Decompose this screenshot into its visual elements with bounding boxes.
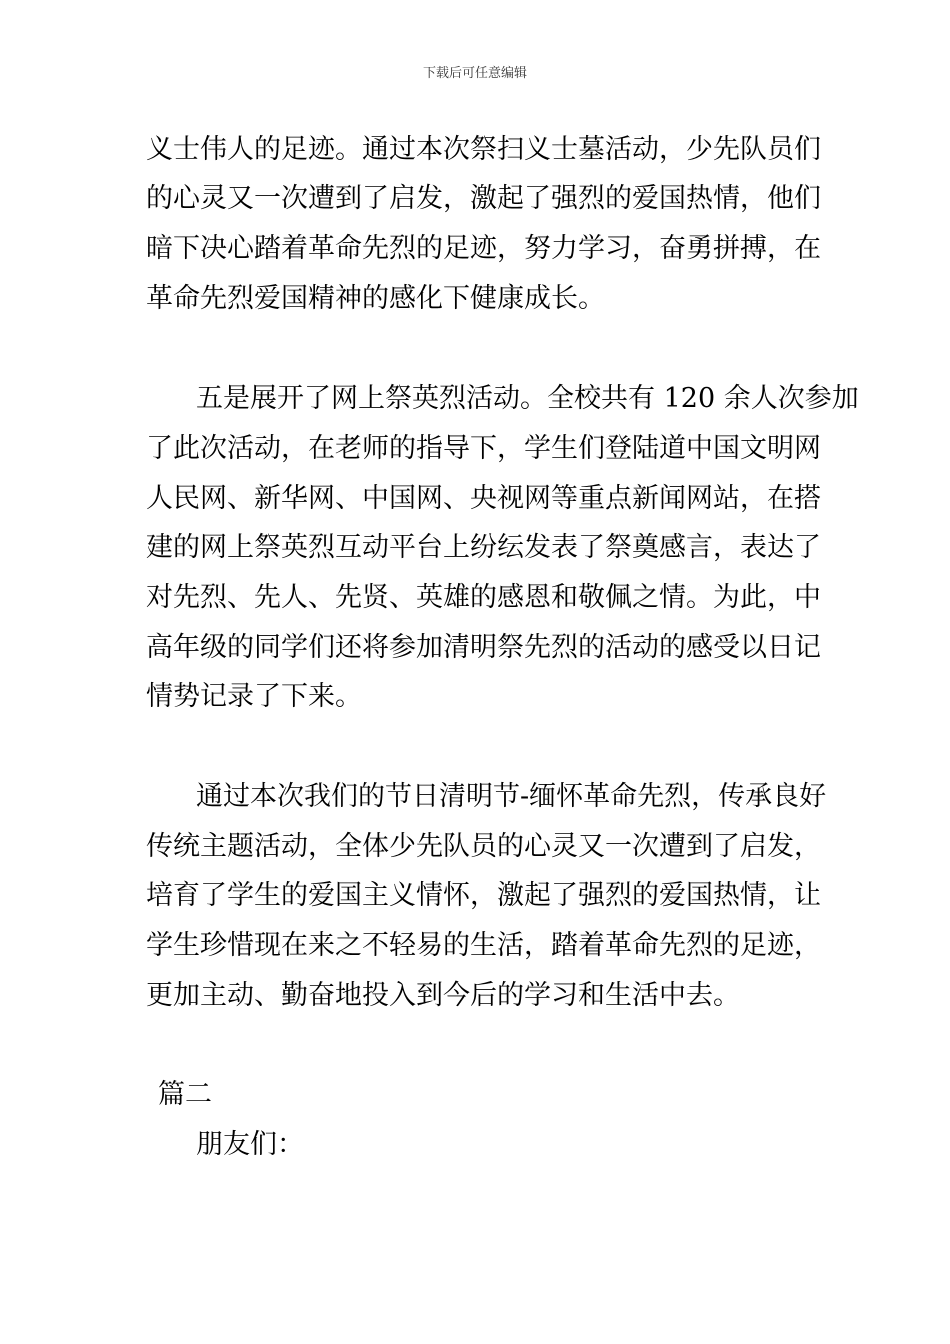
section-heading: 篇二 bbox=[158, 1079, 212, 1110]
page-header: 下载后可任意编辑 bbox=[422, 66, 527, 81]
paragraph-3-line-2: 传统主题活动，全体少先队员的心灵又一次遭到了启发， bbox=[146, 831, 821, 862]
paragraph-3-line-3: 培育了学生的爱国主义情怀，激起了强烈的爱国热情，让 bbox=[146, 880, 821, 911]
paragraph-1-line-3: 暗下决心踏着革命先烈的足迹，努力学习，奋勇拼搏，在 bbox=[146, 233, 821, 264]
paragraph-2-line-6: 高年级的同学们还将参加清明祭先烈的活动的感受以日记 bbox=[146, 632, 821, 663]
paragraph-1-line-2: 的心灵又一次遭到了启发，激起了强烈的爱国热情，他们 bbox=[146, 183, 821, 214]
paragraph-3-line-1: 通过本次我们的节日清明节-缅怀革命先烈，传承良好 bbox=[196, 781, 827, 812]
paragraph-3-line-5: 更加主动、勤奋地投入到今后的学习和生活中去。 bbox=[146, 980, 740, 1011]
paragraph-2-line-2: 了此次活动，在老师的指导下，学生们登陆道中国文明网 bbox=[146, 433, 821, 464]
paragraph-1-line-1: 义士伟人的足迹。通过本次祭扫义士墓活动，少先队员们 bbox=[146, 134, 821, 165]
paragraph-3-line-4: 学生珍惜现在来之不轻易的生活，踏着革命先烈的足迹， bbox=[146, 930, 821, 961]
paragraph-2-line-7: 情势记录了下来。 bbox=[146, 681, 362, 712]
paragraph-2-line-1: 五是展开了网上祭英烈活动。全校共有 120 余人次参加 bbox=[196, 383, 859, 414]
paragraph-2-line-3: 人民网、新华网、中国网、央视网等重点新闻网站，在搭 bbox=[146, 483, 821, 514]
salutation: 朋友们： bbox=[196, 1129, 304, 1160]
paragraph-1-line-4: 革命先烈爱国精神的感化下健康成长。 bbox=[146, 283, 605, 314]
paragraph-2-line-5: 对先烈、先人、先贤、英雄的感恩和敬佩之情。为此，中 bbox=[146, 582, 821, 613]
paragraph-2-line-4: 建的网上祭英烈互动平台上纷纭发表了祭奠感言，表达了 bbox=[146, 532, 821, 563]
